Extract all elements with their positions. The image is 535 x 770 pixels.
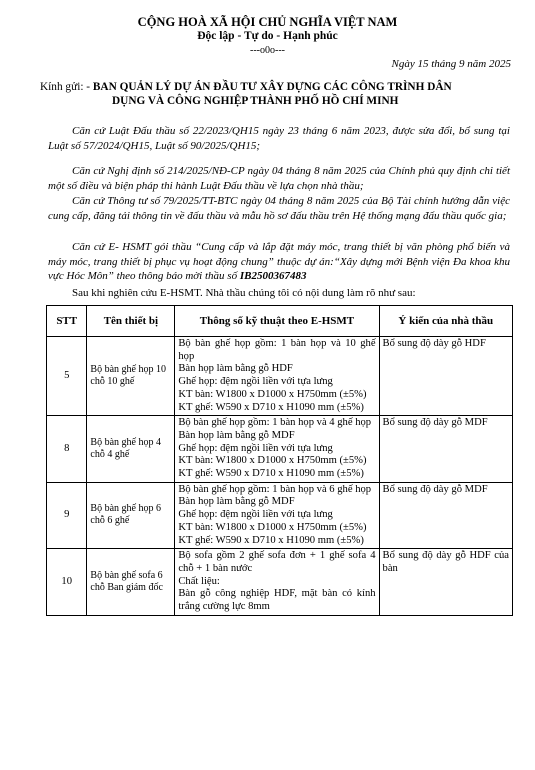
row-spec — [175, 337, 379, 416]
header-opinion: Ý kiến của nhà thầu — [379, 306, 512, 337]
clarification-table — [46, 305, 513, 616]
document-date: Ngày 15 tháng 9 năm 2025 — [391, 58, 511, 70]
table-row — [47, 416, 513, 483]
spec-line: Bàn họp làm bằng gỗ MDF — [178, 429, 295, 441]
header-spec: Thông số kỹ thuật theo E-HSMT — [175, 306, 379, 337]
recipient-line-1: BAN QUẢN LÝ DỰ ÁN ĐẦU TƯ XÂY DỰNG CÁC CÔNG TRÌNH DÂN — [92, 81, 452, 93]
spec-line: Ghế họp: đệm ngồi liền với tựa lưng — [178, 442, 333, 454]
row-name: Bộ bàn ghế họp 10 chỗ 10 ghế — [87, 337, 175, 416]
national-motto: Độc lập - Tự do - Hạnh phúc — [197, 30, 338, 42]
spec-line: Bộ sofa gồm 2 ghế sofa đơn + 1 ghế sofa 4 chỗ + 1 bàn nước — [178, 550, 376, 574]
recipient-line-2: DỤNG VÀ CÔNG NGHIỆP THÀNH PHỐ HỒ CHÍ MINH — [112, 95, 399, 107]
legal-basis-4 — [48, 240, 510, 284]
tender-number: IB2500367483 — [239, 270, 307, 282]
row-spec — [175, 549, 379, 616]
spec-line: Bộ bàn ghế họp gồm: 1 bàn họp và 6 ghế họp — [178, 483, 372, 495]
row-opinion: Bổ sung độ dày gỗ HDF của bàn — [379, 549, 512, 616]
header-name: Tên thiết bị — [87, 306, 175, 337]
table-header-row — [47, 306, 513, 337]
row-stt: 10 — [47, 549, 87, 616]
national-title: CỘNG HOÀ XÃ HỘI CHỦ NGHĨA VIỆT NAM — [137, 15, 398, 29]
spec-line: Bộ bàn ghế họp gồm: 1 bàn họp và 10 ghế họp — [178, 338, 376, 362]
row-stt: 5 — [47, 337, 87, 416]
spec-line: Bàn họp làm bằng gỗ MDF — [178, 496, 295, 508]
spec-line: Bàn gỗ công nghiệp HDF, mặt bàn có kính trắng cường lực 8mm — [178, 588, 376, 613]
row-stt: 8 — [47, 416, 87, 483]
ornament: ---o0o--- — [250, 45, 285, 56]
legal-basis-3-text: Căn cứ Thông tư số 79/2025/TT-BTC ngày 04 tháng 8 năm 2025 của Bộ Tài chính hướng dẫn việc cung cấp, đăng tải thông tin về đấu thầu và mẫu hồ sơ đấu thầu trên Hệ thống mạng đấu thầu quốc gia; — [48, 195, 510, 222]
spec-line: KT bàn: W1800 x D1000 x H750mm (±5%) — [178, 455, 367, 467]
spec-line: Ghế họp: đệm ngồi liền với tựa lưng — [178, 509, 333, 521]
header-stt: STT — [47, 306, 87, 337]
legal-basis-4-text: Căn cứ E- HSMT gói thầu “Cung cấp và lắp đặt máy móc, trang thiết bị văn phòng phổ biến và máy móc, trang thiết bị phục vụ hoạt động chung” thuộc dự án:“Xây dựng mới Bệnh viện Đa khoa khu vực Hóc Môn” theo thông báo mời thầu số — [48, 241, 510, 282]
row-stt: 9 — [47, 482, 87, 549]
row-name: Bộ bàn ghế họp 4 chỗ 4 ghế — [87, 416, 175, 483]
legal-basis-2-text: Căn cứ Nghị định số 214/2025/NĐ-CP ngày 04 tháng 8 năm 2025 của Chính phủ quy định chi tiết một số điều và biện pháp thi hành Luật Đấu thầu về lựa chọn nhà thầu; — [48, 165, 510, 192]
recipient-label: Kính gửi: - — [40, 81, 91, 93]
table-row — [47, 549, 513, 616]
row-opinion: Bổ sung độ dày gỗ MDF — [379, 482, 512, 549]
row-name: Bộ bàn ghế sofa 6 chỗ Ban giám đốc — [87, 549, 175, 616]
row-opinion: Bổ sung độ dày gỗ MDF — [379, 416, 512, 483]
row-spec — [175, 482, 379, 549]
row-name: Bộ bàn ghế họp 6 chỗ 6 ghế — [87, 482, 175, 549]
legal-basis-1-text: Căn cứ Luật Đấu thầu số 22/2023/QH15 ngày 23 tháng 6 năm 2023, được sửa đổi, bổ sung tại Luật số 57/2024/QH15, Luật số 90/2025/QH15; — [48, 125, 510, 152]
spec-line: KT ghế: W590 x D710 x H1090 mm (±5%) — [178, 401, 364, 413]
spec-line: Chất liệu: — [178, 575, 220, 587]
spec-line: KT bàn: W1800 x D1000 x H750mm (±5%) — [178, 521, 367, 533]
spec-line: KT ghế: W590 x D710 x H1090 mm (±5%) — [178, 534, 364, 546]
spec-line: Bàn họp làm bằng gỗ HDF — [178, 363, 293, 375]
row-opinion: Bổ sung độ dày gỗ HDF — [379, 337, 512, 416]
spec-line: Bộ bàn ghế họp gồm: 1 bàn họp và 4 ghế họp — [178, 417, 372, 429]
spec-line: Ghế họp: đệm ngồi liền với tựa lưng — [178, 376, 333, 388]
legal-basis-2 — [48, 164, 510, 193]
legal-basis-1 — [48, 124, 510, 153]
spec-line: KT ghế: W590 x D710 x H1090 mm (±5%) — [178, 468, 364, 480]
row-spec — [175, 416, 379, 483]
spec-line: KT bàn: W1800 x D1000 x H750mm (±5%) — [178, 388, 367, 400]
intro-text: Sau khi nghiên cứu E-HSMT. Nhà thầu chúng tôi có nội dung làm rõ như sau: — [72, 287, 416, 299]
table-row — [47, 482, 513, 549]
legal-basis-3 — [48, 194, 510, 223]
table-row — [47, 337, 513, 416]
recipient-block — [40, 80, 510, 108]
